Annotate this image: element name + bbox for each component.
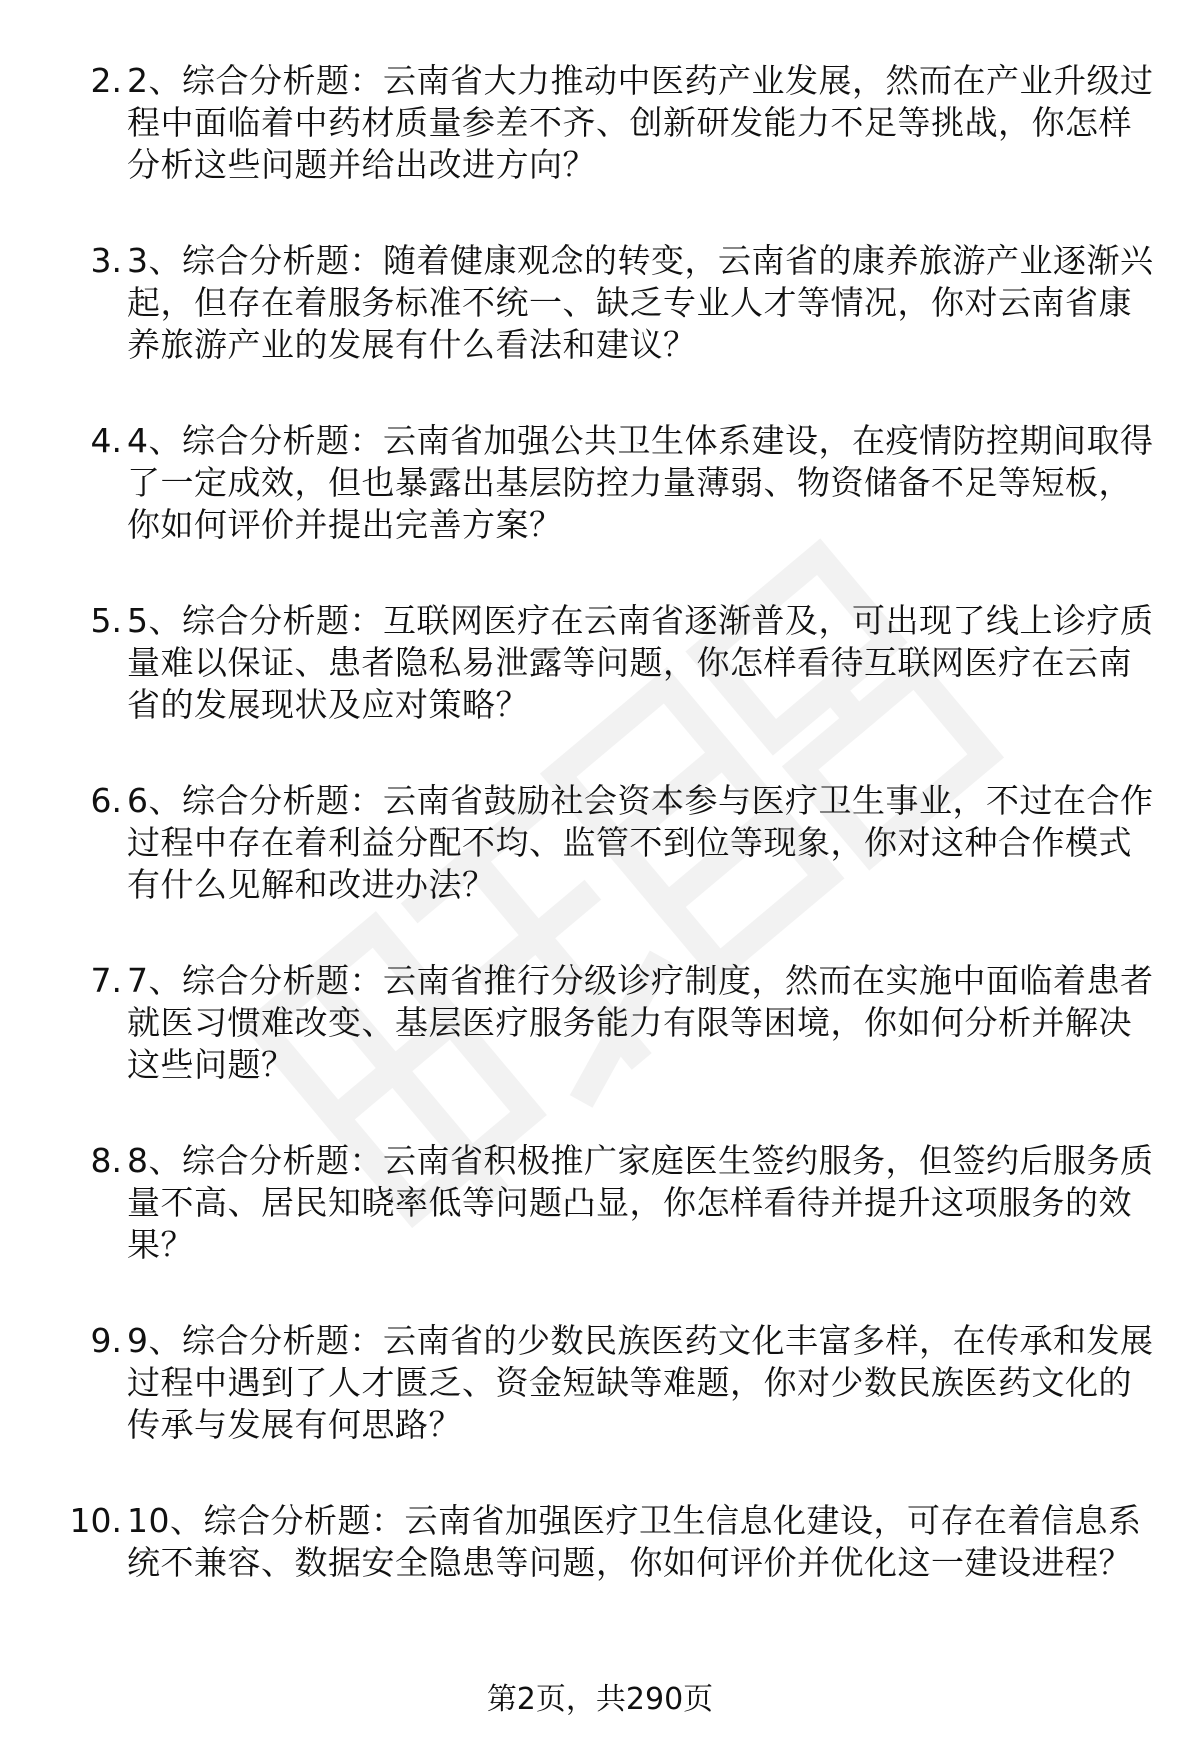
question-item: [0, 600, 1200, 780]
question-text: 6、综合分析题：云南省鼓励社会资本参与医疗卫生事业，不过在合作过程中存在着利益分配不均、监管不到位等现象，你对这种合作模式有什么见解和改进办法？: [127, 781, 1154, 904]
question-item: [0, 1500, 1200, 1680]
question-number: 7.: [90, 961, 122, 1000]
question-number: 5.: [90, 601, 122, 640]
question-item: [0, 1140, 1200, 1320]
question-item: [0, 1320, 1200, 1500]
question-item: [0, 960, 1200, 1140]
question-item: [0, 240, 1200, 420]
question-number: 6.: [90, 781, 122, 820]
question-item: [0, 780, 1200, 960]
question-text: 9、综合分析题：云南省的少数民族医药文化丰富多样，在传承和发展过程中遇到了人才匮乏、资金短缺等难题，你对少数民族医药文化的传承与发展有何思路？: [127, 1321, 1154, 1444]
question-text: 8、综合分析题：云南省积极推广家庭医生签约服务，但签约后服务质量不高、居民知晓率低等问题凸显，你怎样看待并提升这项服务的效果？: [127, 1141, 1154, 1264]
question-text: 4、综合分析题：云南省加强公共卫生体系建设，在疫情防控期间取得了一定成效，但也暴露出基层防控力量薄弱、物资储备不足等短板，你如何评价并提出完善方案？: [127, 421, 1154, 544]
question-item: [0, 60, 1200, 240]
question-number: 3.: [90, 241, 122, 280]
question-text: 3、综合分析题：随着健康观念的转变，云南省的康养旅游产业逐渐兴起，但存在着服务标准不统一、缺乏专业人才等情况，你对云南省康养旅游产业的发展有什么看法和建议？: [127, 241, 1154, 364]
question-number: 8.: [90, 1141, 122, 1180]
question-number: 4.: [90, 421, 122, 460]
question-text: 2、综合分析题：云南省大力推动中医药产业发展，然而在产业升级过程中面临着中药材质量参差不齐、创新研发能力不足等挑战，你怎样分析这些问题并给出改进方向？: [127, 61, 1154, 184]
question-text: 5、综合分析题：互联网医疗在云南省逐渐普及，可出现了线上诊疗质量难以保证、患者隐私易泄露等问题，你怎样看待互联网医疗在云南省的发展现状及应对策略？: [127, 601, 1154, 724]
question-text: 10、综合分析题：云南省加强医疗卫生信息化建设，可存在着信息系统不兼容、数据安全隐患等问题，你如何评价并优化这一建设进程？: [127, 1501, 1142, 1582]
question-item: [0, 420, 1200, 600]
question-list: [0, 60, 1200, 1680]
question-text: 7、综合分析题：云南省推行分级诊疗制度，然而在实施中面临着患者就医习惯难改变、基层医疗服务能力有限等困境，你如何分析并解决这些问题？: [127, 961, 1154, 1084]
question-number: 2.: [90, 61, 122, 100]
question-number: 9.: [90, 1321, 122, 1360]
page-number-footer: 第2页，共290页: [486, 1682, 714, 1717]
question-number: 10.: [69, 1501, 122, 1540]
